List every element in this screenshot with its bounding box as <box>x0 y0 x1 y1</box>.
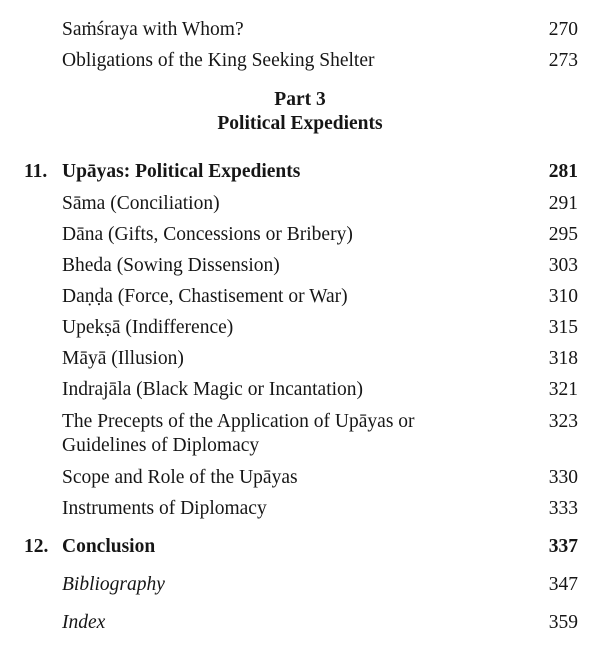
toc-entry-page: 333 <box>548 498 578 519</box>
toc-entry-title: Saṁśraya with Whom? <box>62 19 244 40</box>
toc-entry-index <box>0 611 600 641</box>
toc-entry-title: Obligations of the King Seeking Shelter <box>62 50 375 71</box>
toc-entry-title: Bheda (Sowing Dissension) <box>62 255 280 276</box>
part-label: Part 3 <box>274 89 326 110</box>
chapter-page: 281 <box>548 161 578 182</box>
toc-entry-title: The Precepts of the Application of Upāyas or Guidelines of Diplomacy <box>62 411 415 456</box>
toc-entry-title: Daṇḍa (Force, Chastisement or War) <box>62 286 348 307</box>
chapter-page: 337 <box>548 536 578 557</box>
toc-entry <box>0 49 600 79</box>
toc-entry-page: 315 <box>548 317 578 338</box>
chapter-heading <box>0 535 600 565</box>
toc-entry-title: Upekṣā (Indifference) <box>62 317 234 338</box>
toc-entry <box>0 347 600 377</box>
toc-entry-bibliography <box>0 573 600 603</box>
toc-entry-page: 318 <box>548 348 578 369</box>
toc-entry <box>0 254 600 284</box>
toc-entry-page: 273 <box>548 50 578 71</box>
toc-entry-page: 310 <box>548 286 578 307</box>
toc-entry <box>0 223 600 253</box>
toc-entry <box>0 316 600 346</box>
chapter-title: Upāyas: Political Expedients <box>62 161 301 182</box>
toc-entry <box>0 466 600 496</box>
toc-entry <box>0 378 600 408</box>
toc-entry-page: 291 <box>548 193 578 214</box>
toc-entry-title: Māyā (Illusion) <box>62 348 184 369</box>
toc-entry-title: Instruments of Diplomacy <box>62 498 267 519</box>
toc-entry-page: 295 <box>548 224 578 245</box>
toc-entry-page: 321 <box>548 379 578 400</box>
toc-entry-title: Dāna (Gifts, Concessions or Bribery) <box>62 224 353 245</box>
toc-entry-page: 347 <box>548 574 578 595</box>
toc-entry-title: Indrajāla (Black Magic or Incantation) <box>62 379 364 400</box>
toc-entry <box>0 192 600 222</box>
toc-entry <box>0 285 600 315</box>
chapter-number: 11. <box>24 161 48 182</box>
toc-entry-page: 323 <box>548 411 578 432</box>
toc-entry-page: 270 <box>548 19 578 40</box>
toc-entry-title: Scope and Role of the Upāyas <box>62 467 298 488</box>
toc-entry-title: Bibliography <box>62 574 165 595</box>
toc-entry <box>0 497 600 527</box>
chapter-title: Conclusion <box>62 536 156 557</box>
toc-entry-page: 359 <box>548 612 578 633</box>
chapter-heading <box>0 160 600 190</box>
part-title: Political Expedients <box>217 113 383 134</box>
toc-entry-title: Index <box>62 612 106 633</box>
toc-entry-page: 303 <box>548 255 578 276</box>
toc-entry <box>0 18 600 48</box>
toc-entry <box>0 410 600 460</box>
toc-entry-title: Sāma (Conciliation) <box>62 193 220 214</box>
toc-entry-page: 330 <box>548 467 578 488</box>
chapter-number: 12. <box>24 536 49 557</box>
